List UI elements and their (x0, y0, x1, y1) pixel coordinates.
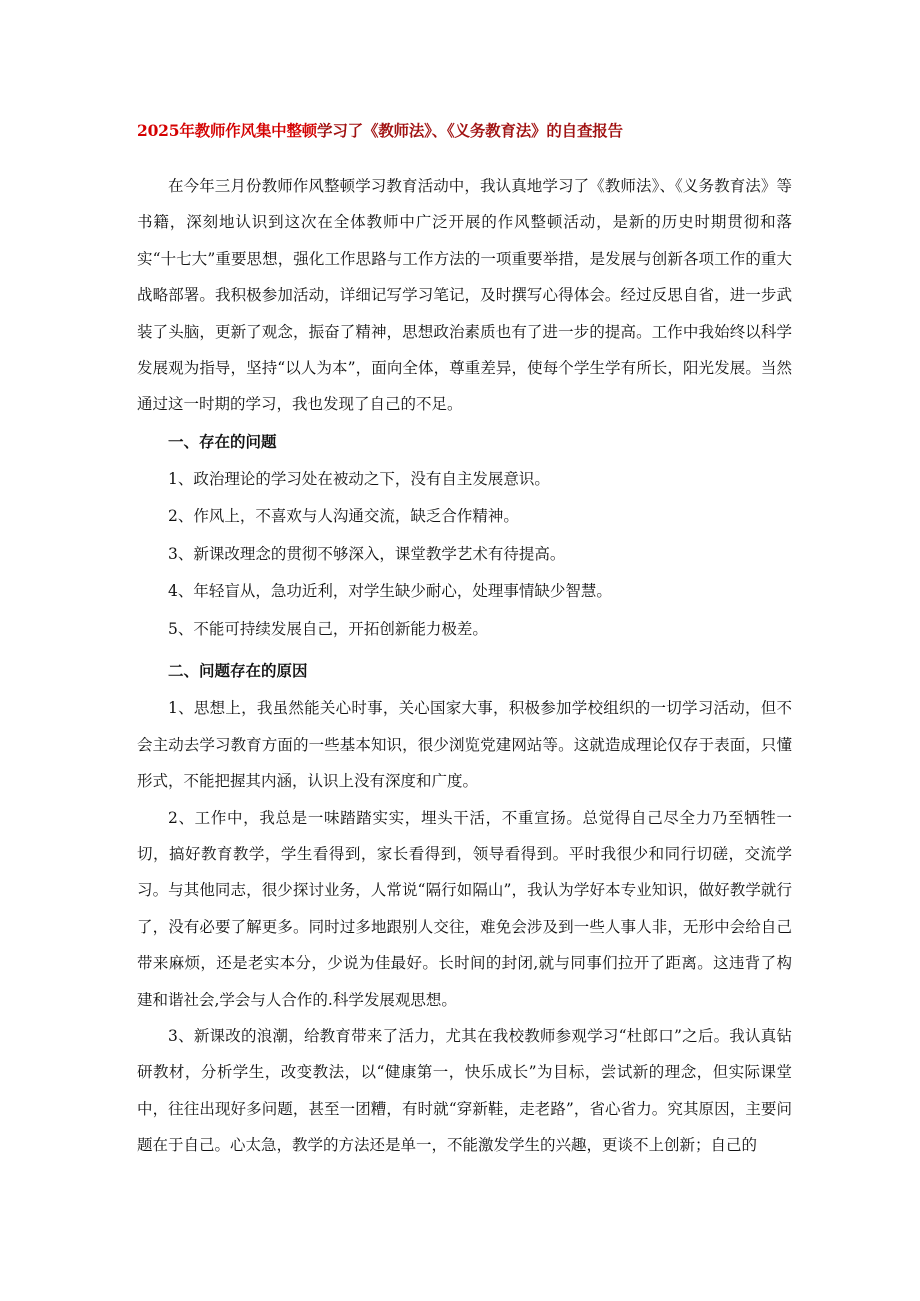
section-1-heading: 一、存在的问题 (168, 431, 277, 451)
reason-paragraph-1: 1、思想上，我虽然能关心时事，关心国家大事，积极参加学校组织的一切学习活动，但不会主动去学习教育方面的一些基本知识，很少浏览党建网站等。这就造成理论仅存于表面，只懂形式，不能把握其内涵，认识上没有深度和广度。 (137, 699, 792, 791)
section-2-heading: 二、问题存在的原因 (168, 661, 308, 681)
intro-paragraph: 在今年三月份教师作风整顿学习教育活动中，我认真地学习了《教师法》、《义务教育法》等书籍，深刻地认识到这次在全体教师中广泛开展的作风整顿活动，是新的历史时期贯彻和落实“十七大”重要思想，强化工作思路与工作方法的一项重要举措，是发展与创新各项工作的重大战略部署。我积极参加活动，详细记写学习笔记，及时撰写心得体会。经过反思自省，进一步武装了头脑，更新了观念，振奋了精神，思想政治素质也有了进一步的提高。工作中我始终以科学发展观为指导，坚持“以人为本”，面向全体，尊重差异，使每个学生学有所长，阳光发展。当然通过这一时期的学习，我也发现了自己的不足。 (137, 177, 792, 414)
title-part-2: 学习了《教师法》、《义务教育法》的自查报告 (317, 121, 623, 140)
document-title (137, 119, 797, 143)
reason-paragraph-3: 3、新课改的浪潮，给教育带来了活力，尤其在我校教师参观学习“杜郎口”之后。我认真钻研教材，分析学生，改变教法，以“健康第一，快乐成长”为目标，尝试新的理念，但实际课堂中，往往出现好多问题，甚至一团糟，有时就“穿新鞋，走老路”，省心省力。究其原因，主要问题在于自己。心太急，教学的方法还是单一，不能激发学生的兴趣，更谈不上创新；自己的 (137, 1027, 792, 1155)
problem-item-3: 3、新课改理念的贯彻不够深入，课堂教学艺术有待提高。 (168, 544, 566, 563)
document-body (137, 168, 792, 1164)
reason-paragraph-2: 2、工作中，我总是一味踏踏实实，埋头干活，不重宣扬。总觉得自己尽全力乃至牺牲一切，搞好教育教学，学生看得到，家长看得到，领导看得到。平时我很少和同行切磋，交流学习。与其他同志，很少探讨业务，人常说“隔行如隔山”，我认为学好本专业知识，做好教学就行了，没有必要了解更多。同时过多地跟别人交往，难免会涉及到一些人事人非，无形中会给自己带来麻烦，还是老实本分，少说为佳最好。长时间的封闭,就与同事们拉开了距离。这违背了构建和谐社会,学会与人合作的.科学发展观思想。 (137, 808, 792, 1009)
title-part-1: 2025年教师作风集中整顿 (137, 121, 318, 140)
problem-item-4: 4、年轻盲从，急功近利，对学生缺少耐心，处理事情缺少智慧。 (168, 582, 612, 601)
problem-item-1: 1、政治理论的学习处在被动之下，没有自主发展意识。 (168, 469, 550, 488)
problem-item-2: 2、作风上，不喜欢与人沟通交流，缺乏合作精神。 (168, 507, 519, 526)
problem-item-5: 5、不能可持续发展自己，开拓创新能力极差。 (168, 619, 488, 638)
